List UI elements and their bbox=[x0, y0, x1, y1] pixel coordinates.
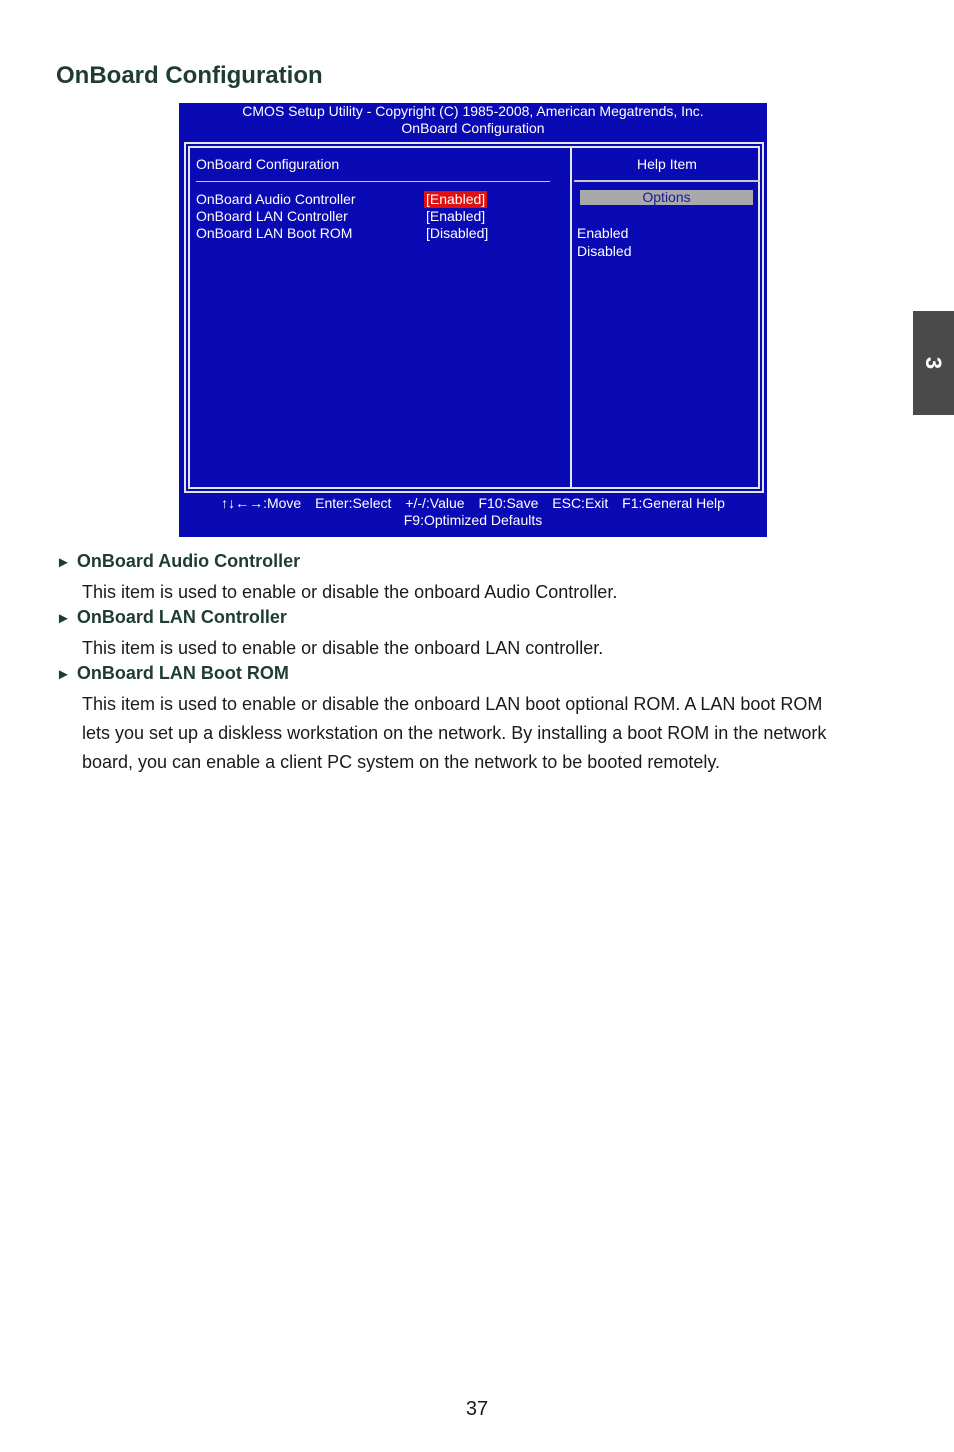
section-heading-text: OnBoard Audio Controller bbox=[76, 551, 301, 571]
bios-key-legend bbox=[179, 495, 767, 529]
help-panel-title: Help Item bbox=[637, 156, 697, 172]
section-description-lan: This item is used to enable or disable the onboard LAN controller. bbox=[82, 638, 604, 658]
setting-row-audio-controller[interactable] bbox=[196, 191, 556, 208]
help-title-rule bbox=[574, 180, 760, 182]
description-line: lets you set up a diskless workstation on the network. By installing a boot ROM in the network bbox=[82, 723, 827, 743]
setting-label: OnBoard Audio Controller bbox=[196, 191, 356, 207]
page-number: 37 bbox=[465, 1398, 489, 1420]
bullet-arrow-icon: ► bbox=[56, 554, 71, 571]
settings-title-rule bbox=[196, 181, 550, 182]
section-heading-audio bbox=[56, 551, 300, 572]
bullet-arrow-icon: ► bbox=[56, 610, 71, 627]
key-value: +/-/:Value bbox=[405, 495, 465, 511]
description-line: This item is used to enable or disable the onboard LAN boot optional ROM. A LAN boot ROM bbox=[82, 694, 823, 714]
bios-panel-divider bbox=[570, 148, 572, 487]
options-header: Options bbox=[580, 190, 753, 205]
bios-inner-frame bbox=[188, 146, 760, 489]
bios-screen bbox=[179, 103, 767, 537]
section-description-audio: This item is used to enable or disable the onboard Audio Controller. bbox=[82, 582, 618, 602]
key-exit: ESC:Exit bbox=[552, 495, 609, 511]
section-heading-text: OnBoard LAN Boot ROM bbox=[76, 663, 289, 683]
section-heading-text: OnBoard LAN Controller bbox=[76, 607, 287, 627]
key-move: ↑↓←→:Move bbox=[221, 495, 302, 511]
bios-header bbox=[179, 103, 767, 137]
chapter-number: 3 bbox=[921, 356, 947, 370]
bullet-arrow-icon: ► bbox=[56, 666, 71, 683]
key-help: F1:General Help bbox=[622, 495, 725, 511]
bios-screen-title: OnBoard Configuration bbox=[401, 120, 545, 136]
description-line: board, you can enable a client PC system on the network to be booted remotely. bbox=[82, 752, 721, 772]
section-heading-lan-boot-rom bbox=[56, 663, 289, 684]
setting-label: OnBoard LAN Boot ROM bbox=[196, 225, 353, 241]
key-legend-line1 bbox=[179, 495, 767, 512]
key-select: Enter:Select bbox=[315, 495, 392, 511]
key-optimized-defaults: F9:Optimized Defaults bbox=[403, 512, 543, 528]
key-save: F10:Save bbox=[478, 495, 539, 511]
option-enabled[interactable]: Enabled bbox=[577, 225, 629, 241]
bios-frame bbox=[184, 142, 764, 493]
setting-value[interactable]: [Enabled] bbox=[426, 208, 486, 224]
setting-row-lan-boot-rom[interactable] bbox=[196, 225, 556, 242]
setting-row-lan-controller[interactable] bbox=[196, 208, 556, 225]
setting-value-selected[interactable]: [Enabled] bbox=[426, 191, 486, 207]
section-description-lan-boot-rom bbox=[82, 690, 902, 777]
section-heading-lan bbox=[56, 607, 287, 628]
setting-value[interactable]: [Disabled] bbox=[426, 225, 489, 241]
setting-label: OnBoard LAN Controller bbox=[196, 208, 348, 224]
page-title: OnBoard Configuration bbox=[56, 62, 323, 89]
chapter-tab bbox=[913, 311, 954, 415]
option-disabled[interactable]: Disabled bbox=[577, 243, 632, 259]
settings-panel-title: OnBoard Configuration bbox=[196, 156, 340, 172]
bios-copyright: CMOS Setup Utility - Copyright (C) 1985-2008, American Megatrends, Inc. bbox=[242, 103, 704, 119]
